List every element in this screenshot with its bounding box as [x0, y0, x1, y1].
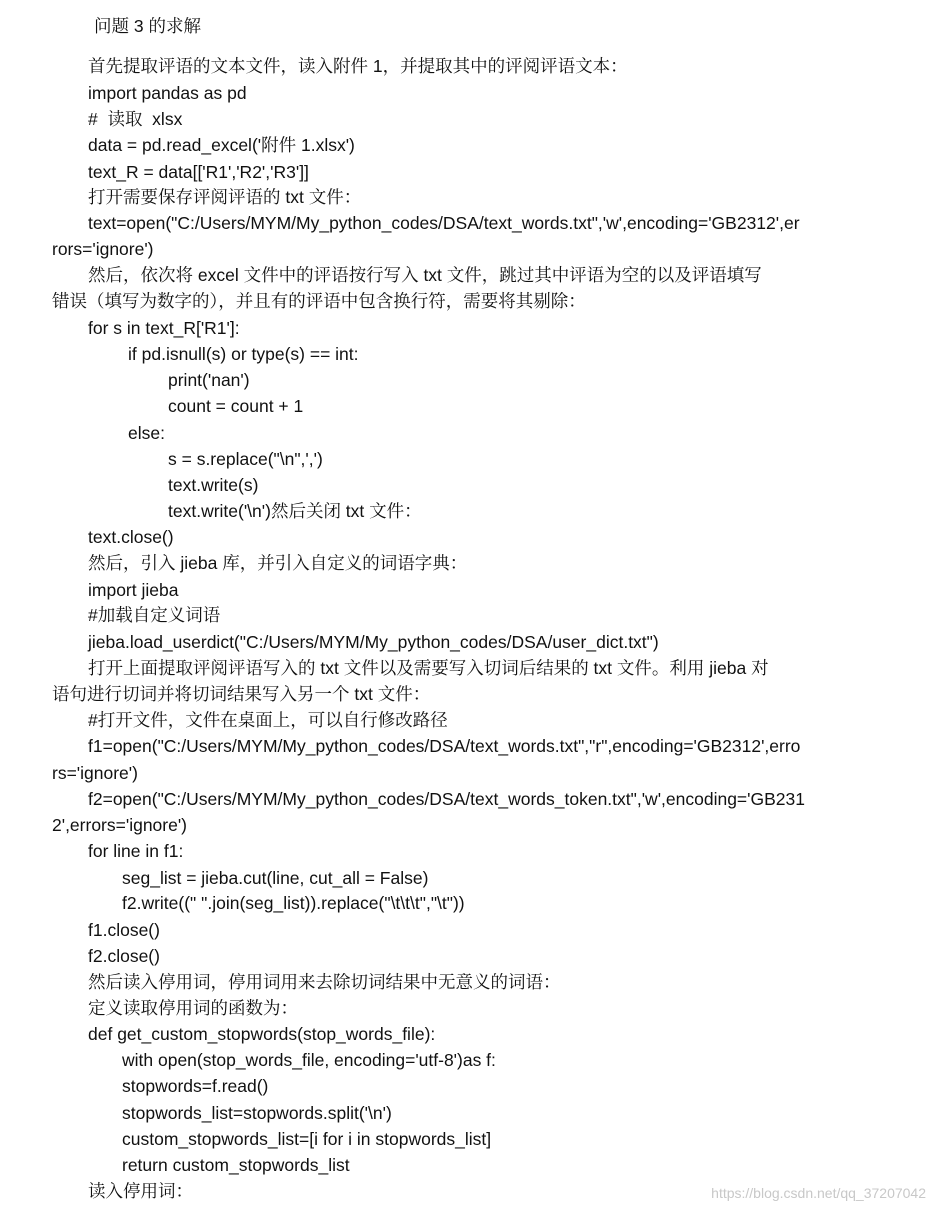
text-line: 然后读入停用词，停用词用来去除切词结果中无意义的词语： [88, 972, 561, 992]
text-line: 定义读取停用词的函数为： [88, 998, 298, 1018]
code-line: rs='ignore') [52, 763, 138, 783]
code-line: text_R = data[['R1','R2','R3']] [88, 162, 309, 182]
code-line: custom_stopwords_list=[i for i in stopwords_list] [122, 1129, 492, 1149]
code-line: seg_list = jieba.cut(line, cut_all = False) [122, 868, 429, 888]
code-line: f2.close() [88, 946, 160, 966]
code-line: f2.write((" ".join(seg_list)).replace("\t\t\t","\t")) [122, 893, 465, 913]
source-watermark: https://blog.csdn.net/qq_37207042 [711, 1185, 926, 1201]
code-line: f2=open("C:/Users/MYM/My_python_codes/DSA/text_words_token.txt",'w',encoding='GB231 [88, 789, 805, 809]
text-line: 语句进行切词并将切词结果写入另一个 txt 文件： [52, 684, 431, 704]
code-line: # 读取 xlsx [88, 109, 183, 129]
code-line: 2',errors='ignore') [52, 815, 188, 835]
code-line: text.write('\n')然后关闭 txt 文件： [168, 501, 422, 521]
code-line: import pandas as pd [88, 83, 247, 103]
code-line: stopwords=f.read() [122, 1076, 269, 1096]
code-line: data = pd.read_excel('附件 1.xlsx') [88, 135, 355, 155]
code-line: text.write(s) [168, 475, 259, 495]
section-title: 问题 3 的求解 [94, 16, 201, 36]
text-line: 错误（填写为数字的），并且有的评语中包含换行符，需要将其剔除： [52, 291, 586, 311]
code-line: stopwords_list=stopwords.split('\n') [122, 1103, 392, 1123]
code-line: if pd.isnull(s) or type(s) == int: [128, 344, 359, 364]
code-line: f1.close() [88, 920, 160, 940]
text-line: 读入停用词： [88, 1181, 193, 1201]
code-line: import jieba [88, 580, 179, 600]
text-line: 然后，引入 jieba 库，并引入自定义的词语字典： [88, 553, 468, 573]
code-line: return custom_stopwords_list [122, 1155, 350, 1175]
code-line: def get_custom_stopwords(stop_words_file): [88, 1024, 436, 1044]
code-line: for s in text_R['R1']: [88, 318, 240, 338]
text-line: 打开需要保存评阅评语的 txt 文件： [88, 187, 362, 207]
text-line: 打开上面提取评阅评语写入的 txt 文件以及需要写入切词后结果的 txt 文件。利用 jieba 对 [88, 658, 769, 678]
code-line: jieba.load_userdict("C:/Users/MYM/My_python_codes/DSA/user_dict.txt") [88, 632, 659, 652]
code-line: print('nan') [168, 370, 250, 390]
code-line: #打开文件，文件在桌面上，可以自行修改路径 [88, 710, 448, 730]
code-line: else: [128, 423, 165, 443]
text-line: 然后，依次将 excel 文件中的评语按行写入 txt 文件，跳过其中评语为空的以及评语填写 [88, 265, 762, 285]
code-line: rors='ignore') [52, 239, 154, 259]
code-line: text.close() [88, 527, 174, 547]
code-line: count = count + 1 [168, 396, 304, 416]
code-line: with open(stop_words_file, encoding='utf-8')as f: [122, 1050, 496, 1070]
code-line: s = s.replace("\n",',') [168, 449, 323, 469]
text-line: 首先提取评语的文本文件，读入附件 1，并提取其中的评阅评语文本： [88, 56, 628, 76]
code-line: f1=open("C:/Users/MYM/My_python_codes/DSA/text_words.txt","r",encoding='GB2312',erro [88, 736, 801, 756]
code-line: for line in f1: [88, 841, 184, 861]
code-line: text=open("C:/Users/MYM/My_python_codes/DSA/text_words.txt",'w',encoding='GB2312',er [88, 213, 800, 233]
code-line: #加载自定义词语 [88, 605, 221, 625]
